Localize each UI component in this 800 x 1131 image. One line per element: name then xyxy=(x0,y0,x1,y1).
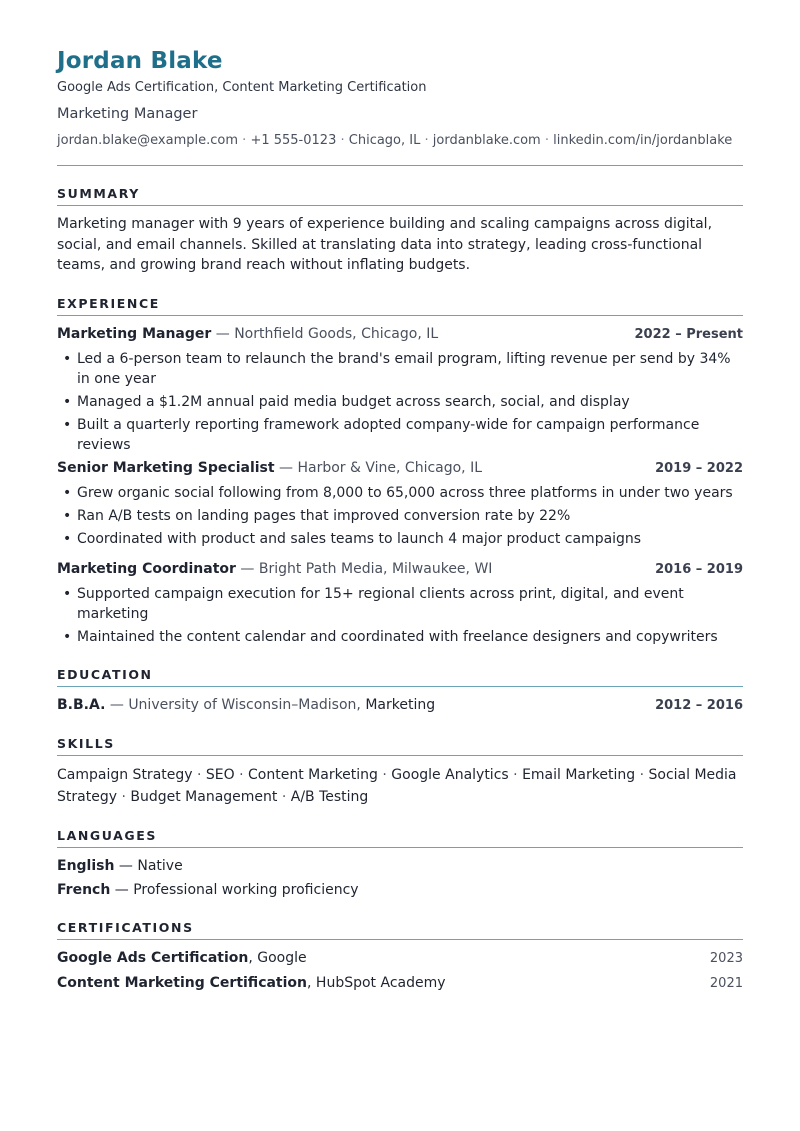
language-entry xyxy=(57,880,743,900)
job-dates: 2019 – 2022 xyxy=(655,460,743,476)
section-title-skills: SKILLS xyxy=(57,736,743,756)
section-title-summary: SUMMARY xyxy=(57,186,743,206)
certification-entry xyxy=(57,973,743,994)
job-bullets xyxy=(57,584,743,647)
section-title-education: EDUCATION xyxy=(57,667,743,687)
language-level: — Native xyxy=(118,857,183,874)
skills-section xyxy=(57,736,743,808)
job-bullet: • Grew organic social following from 8,000 to 65,000 across three platforms in under two years xyxy=(77,483,743,503)
skills-list xyxy=(57,764,743,808)
job-entry xyxy=(57,324,743,455)
job-org: — Northfield Goods, Chicago, IL xyxy=(215,325,439,342)
job-dates: 2022 – Present xyxy=(634,326,743,342)
section-title-certifications: CERTIFICATIONS xyxy=(57,920,743,940)
education-entry xyxy=(57,695,743,716)
job-bullet: • Led a 6-person team to relaunch the brand's email program, lifting revenue per send by 34% in one year xyxy=(77,349,743,389)
job-bullet: • Coordinated with product and sales teams to launch 4 major product campaigns xyxy=(77,529,743,549)
job-org: — Bright Path Media, Milwaukee, WI xyxy=(240,560,493,577)
certification-issuer: , Google xyxy=(248,949,307,966)
skill-separator: · xyxy=(281,788,287,805)
skill-separator: · xyxy=(382,766,387,783)
job-bullet: • Supported campaign execution for 15+ regional clients across print, digital, and event marketing xyxy=(77,584,743,624)
job-title: Senior Marketing Specialist xyxy=(57,459,275,476)
skill-item: A/B Testing xyxy=(290,788,369,805)
skill-separator: · xyxy=(197,766,202,783)
section-title-experience: EXPERIENCE xyxy=(57,296,743,316)
header-divider xyxy=(57,165,743,166)
degree: B.B.A. xyxy=(57,696,106,713)
resume-header xyxy=(57,46,743,166)
skill-separator: · xyxy=(639,766,645,783)
contact-separator: · xyxy=(242,133,247,148)
language-name: English xyxy=(57,857,115,874)
contact-line xyxy=(57,132,743,150)
school: — University of Wisconsin–Madison, xyxy=(109,696,361,713)
skill-separator: · xyxy=(239,766,244,783)
candidate-name: Jordan Blake xyxy=(57,48,223,74)
summary-section xyxy=(57,186,743,276)
certification-name: Google Ads Certification xyxy=(57,949,249,966)
field-of-study: Marketing xyxy=(365,696,436,713)
certification-entry xyxy=(57,948,743,969)
certification-issuer: , HubSpot Academy xyxy=(307,974,446,991)
certification-year: 2023 xyxy=(709,950,743,966)
contact-separator: · xyxy=(340,133,345,148)
contact-phone[interactable]: +1 555-0123 xyxy=(250,133,337,148)
skill-item: Content Marketing xyxy=(248,766,378,783)
skill-item: Social Media Strategy xyxy=(57,766,737,805)
dash: — xyxy=(215,325,230,342)
job-org: — Harbor & Vine, Chicago, IL xyxy=(279,459,483,476)
job-title: Marketing Coordinator xyxy=(57,560,236,577)
contact-email[interactable]: jordan.blake@example.com xyxy=(57,133,239,148)
job-bullets xyxy=(57,349,743,455)
education-dates: 2012 – 2016 xyxy=(655,697,743,713)
job-entry xyxy=(57,458,743,549)
language-level: — Professional working proficiency xyxy=(114,881,359,898)
skill-item: Campaign Strategy xyxy=(57,766,193,783)
contact-separator: · xyxy=(544,133,549,148)
summary-text: Marketing manager with 9 years of experience building and scaling campaigns across digital, social, and email channels. Skilled at translating data into strategy, leading cross-functional teams, and growing brand reach without inflating budgets. xyxy=(57,216,713,273)
job-bullets xyxy=(57,483,743,549)
contact-linkedin[interactable]: linkedin.com/in/jordanblake xyxy=(553,133,733,148)
education-section xyxy=(57,667,743,716)
job-bullet: • Built a quarterly reporting framework adopted company-wide for campaign performance reviews xyxy=(77,415,743,455)
language-entry xyxy=(57,856,743,876)
job-bullet: • Maintained the content calendar and coordinated with freelance designers and copywriters xyxy=(77,627,743,647)
skill-separator: · xyxy=(121,788,126,805)
job-entry xyxy=(57,559,743,647)
languages-section xyxy=(57,828,743,900)
contact-separator: · xyxy=(424,133,429,148)
job-bullet: • Ran A/B tests on landing pages that improved conversion rate by 22% xyxy=(77,506,743,526)
skill-item: Budget Management xyxy=(130,788,278,805)
section-title-languages: LANGUAGES xyxy=(57,828,743,848)
dash: — xyxy=(240,560,255,577)
contact-website[interactable]: jordanblake.com xyxy=(432,133,541,148)
job-dates: 2016 – 2019 xyxy=(655,561,743,577)
job-bullet: • Managed a $1.2M annual paid media budget across search, social, and display xyxy=(77,392,743,412)
certifications-section xyxy=(57,920,743,994)
job-title: Marketing Manager xyxy=(57,325,212,342)
job-role: Marketing Manager xyxy=(57,106,198,122)
language-name: French xyxy=(57,881,111,898)
dash: — xyxy=(279,459,294,476)
skill-item: Email Marketing xyxy=(522,766,636,783)
experience-section xyxy=(57,296,743,647)
certification-name: Content Marketing Certification xyxy=(57,974,308,991)
contact-location: Chicago, IL xyxy=(348,133,421,148)
skill-item: SEO xyxy=(205,766,235,783)
header-credentials: Google Ads Certification, Content Marketing Certification xyxy=(57,80,427,95)
skill-separator: · xyxy=(513,766,518,783)
certification-year: 2021 xyxy=(709,975,743,991)
skill-item: Google Analytics xyxy=(391,766,509,783)
